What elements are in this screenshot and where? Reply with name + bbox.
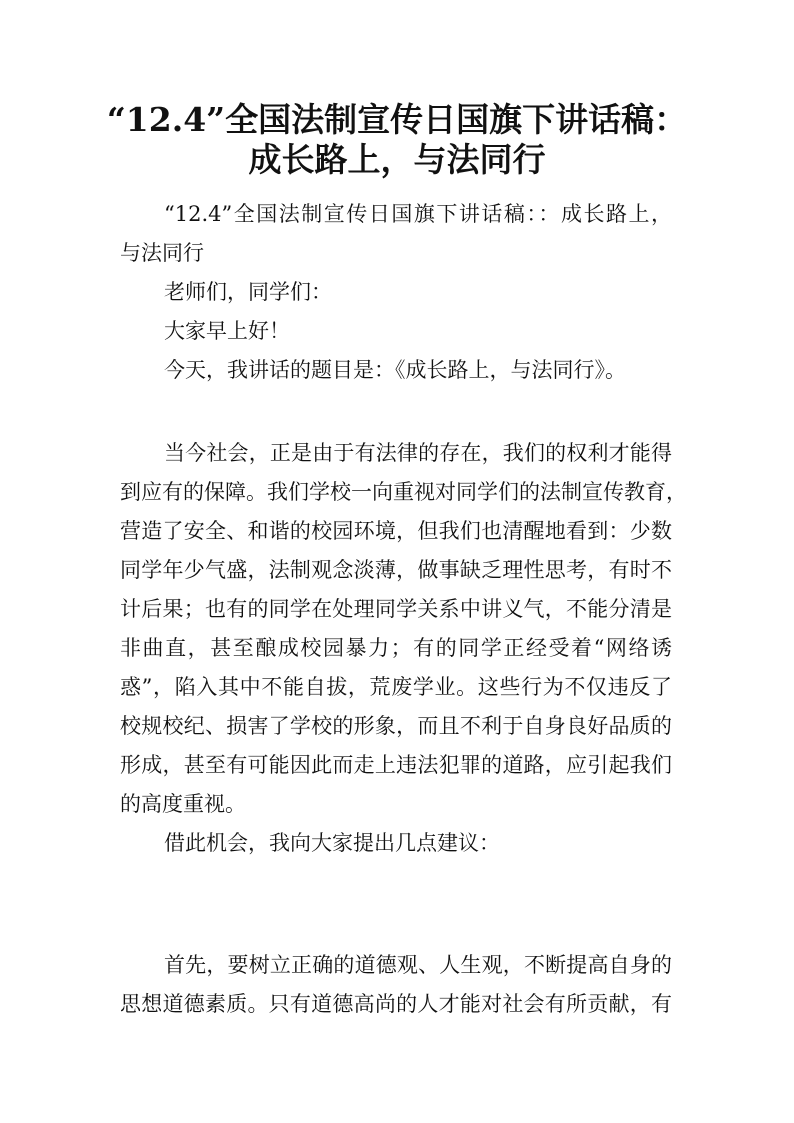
body-line: 到应有的保障。我们学校一向重视对同学们的法制宣传教育，: [120, 480, 687, 504]
blank-line: [120, 863, 672, 946]
intro-line: “12.4”全国法制宣传日国旗下讲话稿：：成长路上，: [164, 202, 672, 226]
body-line: 计后果；也有的同学在处理同学关系中讲义气，不能分清是: [120, 597, 672, 621]
body-line: 惑”，陷入其中不能自拔，荒废学业。这些行为不仅违反了: [120, 675, 672, 699]
body-line: 形成，甚至有可能因此而走上违法犯罪的道路，应引起我们: [120, 753, 672, 777]
body-line: 营造了安全、和谐的校园环境，但我们也清醒地看到：少数: [120, 519, 672, 543]
document-title-line1: “12.4”全国法制宣传日国旗下讲话稿：: [106, 100, 688, 139]
blank-line: [120, 390, 672, 434]
body-line: 的高度重视。: [120, 792, 246, 816]
greeting-line: 大家早上好！: [164, 319, 290, 343]
body-line: 思想道德素质。只有道德高尚的人才能对社会有所贡献，有: [120, 992, 672, 1016]
greeting-line: 老师们，同学们：: [164, 280, 332, 304]
body-line: 校规校纪、损害了学校的形象，而且不利于自身良好品质的: [120, 714, 672, 738]
intro-line: 与法同行: [120, 241, 204, 265]
document-title-line2: 成长路上，与法同行: [248, 140, 546, 179]
topic-line: 今天，我讲话的题目是：《成长路上，与法同行》。: [164, 358, 626, 382]
body-line: 同学年少气盛，法制观念淡薄，做事缺乏理性思考，有时不: [120, 558, 672, 582]
document-body: [120, 195, 687, 1024]
suggestion-intro-line: 借此机会，我向大家提出几点建议：: [164, 831, 500, 855]
body-line: 当今社会，正是由于有法律的存在，我们的权利才能得: [164, 441, 672, 465]
body-line: 首先，要树立正确的道德观、人生观，不断提高自身的: [164, 953, 672, 977]
body-line: 非曲直，甚至酿成校园暴力；有的同学正经受着“网络诱: [120, 636, 672, 660]
